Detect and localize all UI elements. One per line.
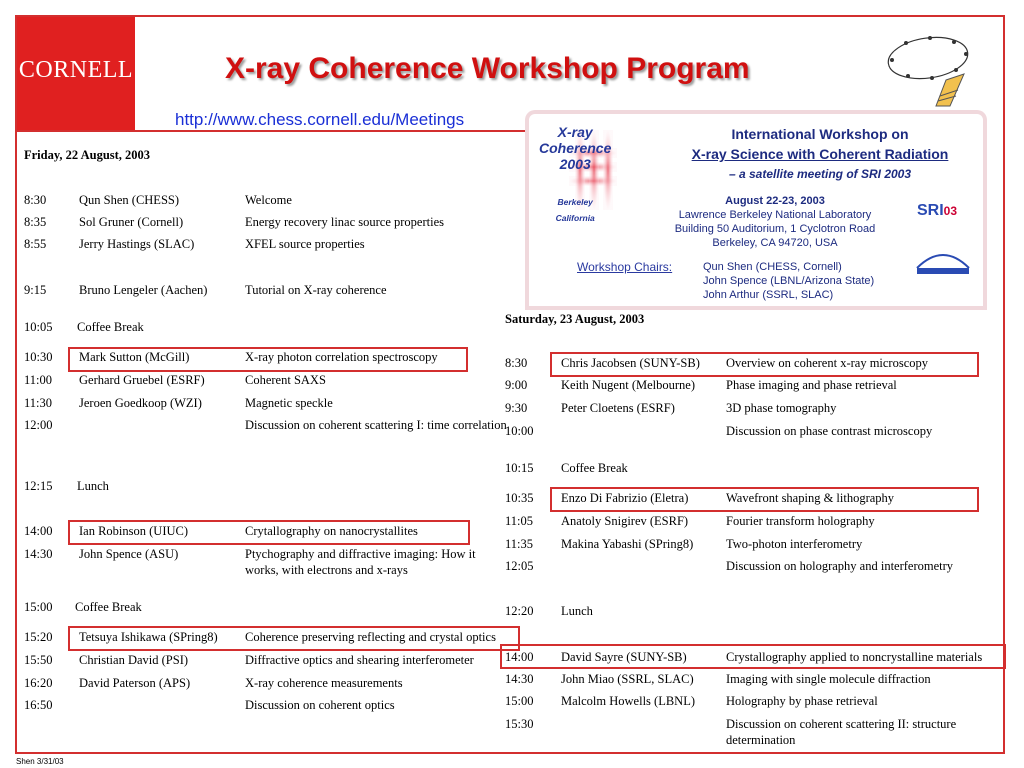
friday-heading: Friday, 22 August, 2003 — [24, 148, 151, 162]
session-time: 15:00 — [24, 600, 53, 614]
session-topic: Magnetic speckle — [245, 396, 333, 410]
session-time: 11:30 — [24, 396, 53, 410]
session-topic: Overview on coherent x-ray microscopy — [726, 356, 929, 370]
session-speaker: John Miao (SSRL, SLAC) — [561, 672, 694, 686]
session-speaker: Qun Shen (CHESS) — [79, 193, 180, 207]
session-topic: Coherence preserving reflecting and crystal optics — [245, 630, 496, 644]
session-time: 11:05 — [505, 514, 534, 528]
session-speaker: David Sayre (SUNY-SB) — [561, 650, 687, 664]
session-topic: Fourier transform holography — [726, 514, 875, 528]
meetings-link[interactable]: http://www.chess.cornell.edu/Meetings — [175, 110, 465, 129]
session-topic: X-ray photon correlation spectroscopy — [245, 350, 438, 364]
session-topic: Phase imaging and phase retrieval — [726, 378, 897, 392]
workshop-chairs-label: Workshop Chairs: — [577, 260, 673, 274]
session-topic: Tutorial on X-ray coherence — [245, 283, 387, 297]
session-time: 12:05 — [505, 559, 534, 573]
session-speaker: Mark Sutton (McGill) — [79, 350, 190, 364]
session-time: 14:00 — [505, 650, 534, 664]
session-topic: Wavefront shaping & lithography — [726, 491, 895, 505]
session-time: 15:50 — [24, 653, 53, 667]
session-speaker: Keith Nugent (Melbourne) — [561, 378, 695, 392]
session-speaker: Bruno Lengeler (Aachen) — [79, 283, 208, 297]
session-speaker: Sol Gruner (Cornell) — [79, 215, 184, 229]
session-speaker: Jeroen Goedkoop (WZI) — [79, 396, 202, 410]
header-divider — [17, 130, 525, 132]
session-topic: Discussion on coherent scattering I: time correlation — [245, 418, 507, 432]
banner-tag: X-ray Coherence 2003 Berkeley California — [539, 124, 612, 223]
session-topic: Energy recovery linac source properties — [245, 215, 444, 229]
session-time: 11:35 — [505, 537, 534, 551]
banner-subtitle: – a satellite meeting of SRI 2003 — [728, 167, 912, 181]
session-speaker: John Spence (ASU) — [79, 547, 179, 561]
sri-logo: SRI03 — [917, 202, 958, 219]
session-speaker: David Paterson (APS) — [79, 676, 191, 690]
session-time: 15:30 — [505, 717, 534, 731]
storage-ring-icon — [880, 30, 980, 110]
session-time: 15:00 — [505, 694, 534, 708]
session-time: 8:55 — [24, 237, 47, 251]
session-speaker: Anatoly Snigirev (ESRF) — [561, 514, 689, 528]
session-time: 14:30 — [505, 672, 534, 686]
session-speaker: Lunch — [561, 604, 593, 618]
saturday-heading: Saturday, 23 August, 2003 — [505, 312, 645, 326]
session-speaker: Coffee Break — [75, 600, 142, 614]
session-time: 10:00 — [505, 424, 534, 438]
session-time: 12:20 — [505, 604, 534, 618]
session-speaker: Ian Robinson (UIUC) — [79, 524, 189, 538]
session-time: 11:00 — [24, 373, 53, 387]
session-speaker: Coffee Break — [77, 320, 144, 334]
session-topic: Imaging with single molecule diffraction — [726, 672, 931, 686]
session-time: 8:30 — [24, 193, 47, 207]
session-time: 14:30 — [24, 547, 53, 561]
session-speaker: Christian David (PSI) — [79, 653, 189, 667]
cornell-logo: CORNELL — [18, 57, 134, 83]
session-speaker: Chris Jacobsen (SUNY-SB) — [561, 356, 700, 370]
session-time: 10:30 — [24, 350, 53, 364]
session-speaker: Makina Yabashi (SPring8) — [561, 537, 694, 551]
session-time: 10:15 — [505, 461, 534, 475]
session-speaker: Malcolm Howells (LBNL) — [561, 694, 696, 708]
session-topic: Holography by phase retrieval — [726, 694, 878, 708]
session-topic: Discussion on coherent scattering II: structure determination — [726, 717, 957, 747]
session-topic: Crystallography applied to noncrystalline materials — [726, 650, 983, 664]
session-time: 15:20 — [24, 630, 53, 644]
session-time: 12:00 — [24, 418, 53, 432]
session-topic: Ptychography and diffractive imaging: How it works, with electrons and x-rays — [245, 547, 476, 577]
banner-address: August 22-23, 2003 Lawrence Berkeley National Laboratory Building 50 Auditorium, 1 Cyclotron Road Berkeley, CA 94720, USA — [674, 195, 876, 249]
session-speaker: Gerhard Gruebel (ESRF) — [79, 373, 205, 387]
session-topic: Welcome — [245, 193, 292, 207]
session-time: 9:30 — [505, 401, 528, 415]
footer-text: Shen 3/31/03 — [16, 757, 64, 766]
session-topic: Discussion on phase contrast microscopy — [726, 424, 933, 438]
session-speaker: Lunch — [77, 479, 109, 493]
session-time: 9:15 — [24, 283, 47, 297]
session-topic: Coherent SAXS — [245, 373, 326, 387]
workshop-chairs: Qun Shen (CHESS, Cornell) John Spence (LBNL/Arizona State) John Arthur (SSRL, SLAC) — [703, 261, 875, 301]
session-time: 12:15 — [24, 479, 53, 493]
session-time: 10:35 — [505, 491, 534, 505]
session-topic: 3D phase tomography — [726, 401, 837, 415]
page-title: X-ray Coherence Workshop Program — [225, 52, 750, 85]
session-time: 8:35 — [24, 215, 47, 229]
session-topic: Discussion on coherent optics — [245, 698, 395, 712]
session-topic: XFEL source properties — [245, 237, 365, 251]
session-speaker: Enzo Di Fabrizio (Eletra) — [561, 491, 689, 505]
session-topic: Diffractive optics and shearing interferometer — [245, 653, 474, 667]
session-topic: Two-photon interferometry — [726, 537, 863, 551]
session-topic: Crytallography on nanocrystallites — [245, 524, 418, 538]
session-speaker: Jerry Hastings (SLAC) — [79, 237, 195, 251]
lab-building-icon — [913, 240, 973, 276]
session-time: 16:50 — [24, 698, 53, 712]
session-speaker: Peter Cloetens (ESRF) — [561, 401, 675, 415]
banner-heading: International Workshop on X-ray Science with Coherent Radiation — [691, 126, 949, 162]
workshop-banner — [525, 110, 987, 310]
session-time: 16:20 — [24, 676, 53, 690]
session-speaker: Tetsuya Ishikawa (SPring8) — [79, 630, 218, 644]
session-time: 9:00 — [505, 378, 528, 392]
session-speaker: Coffee Break — [561, 461, 628, 475]
session-topic: X-ray coherence measurements — [245, 676, 403, 690]
session-time: 10:05 — [24, 320, 53, 334]
session-time: 14:00 — [24, 524, 53, 538]
session-topic: Discussion on holography and interferometry — [726, 559, 954, 573]
session-time: 8:30 — [505, 356, 528, 370]
